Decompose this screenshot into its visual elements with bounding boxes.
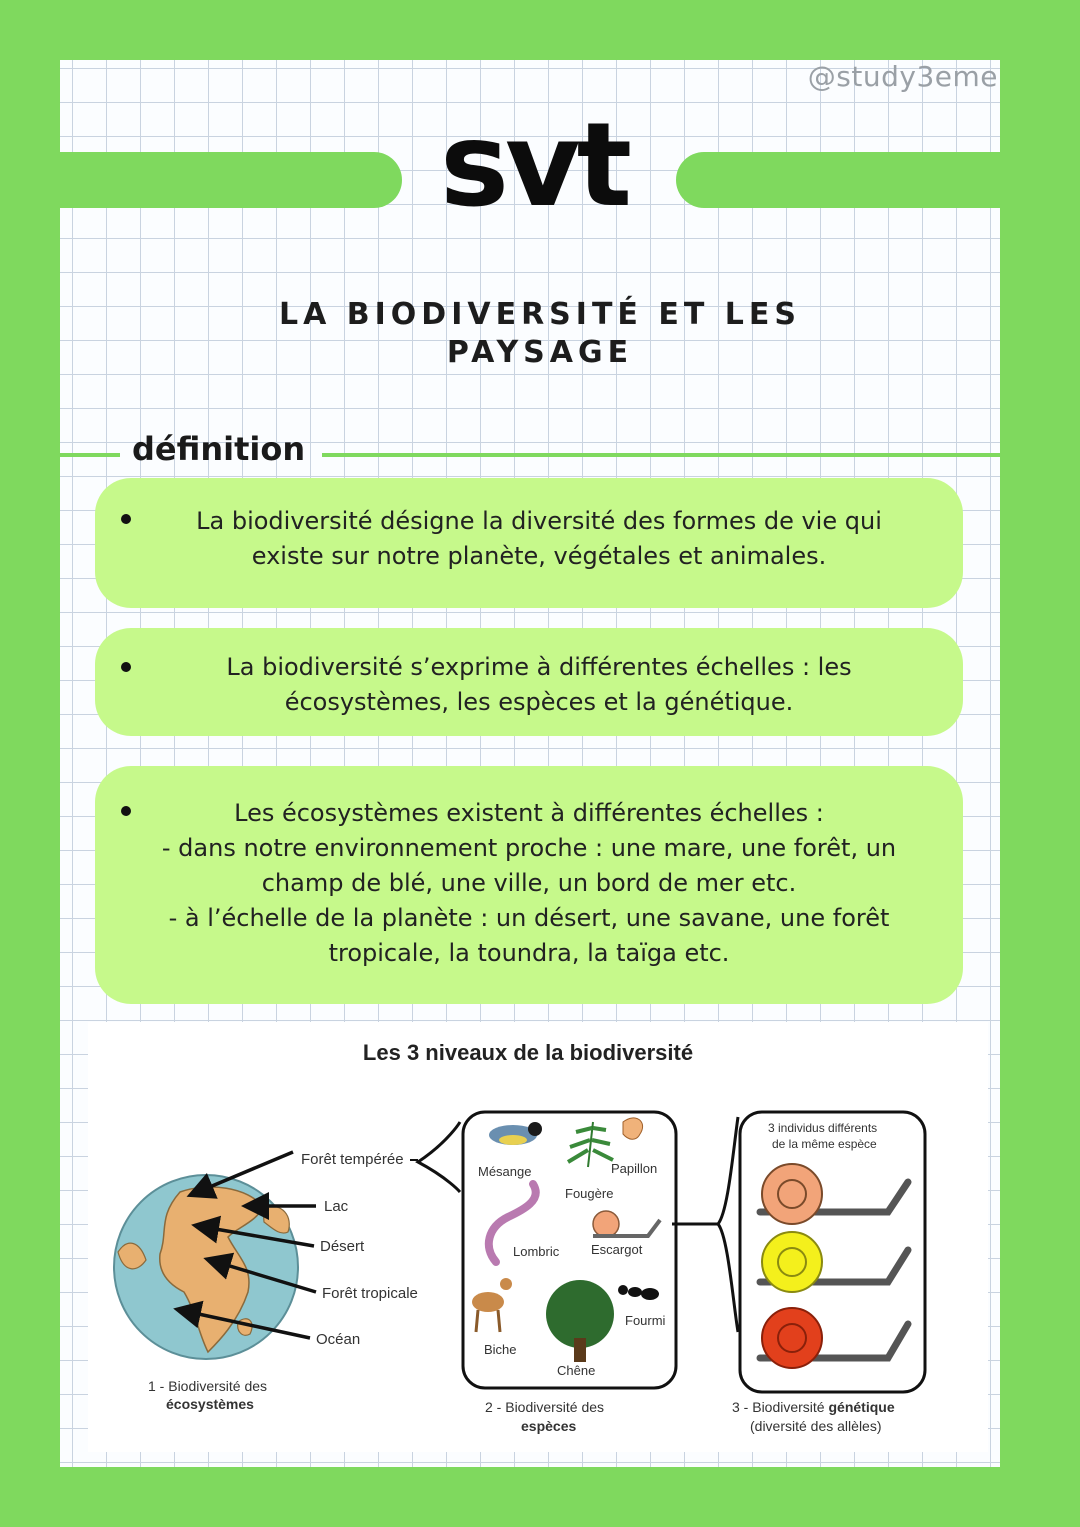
globe-icon bbox=[114, 1175, 298, 1359]
label-lac: Lac bbox=[324, 1198, 349, 1215]
section-rule-left bbox=[60, 453, 120, 457]
label-lombric: Lombric bbox=[513, 1244, 560, 1259]
header-bar-left bbox=[60, 152, 402, 208]
genetic-header-line1: 3 individus différents bbox=[768, 1121, 878, 1135]
label-foret-temperee: Forêt tempérée bbox=[301, 1151, 404, 1168]
label-fourmi: Fourmi bbox=[625, 1313, 666, 1328]
caption-3-prefix: 3 - Biodiversité bbox=[732, 1399, 829, 1415]
caption-1-bold: écosystèmes bbox=[166, 1396, 254, 1412]
definition-text-1: La biodiversité désigne la diversité des formes de vie qui existe sur notre planète, végétales et animales. bbox=[196, 507, 882, 570]
label-chene: Chêne bbox=[557, 1363, 596, 1378]
genetic-header-line2: de la même espèce bbox=[772, 1137, 877, 1151]
caption-3-bold: génétique bbox=[828, 1399, 895, 1415]
section-rule-right bbox=[322, 453, 1000, 457]
definition-card-1 bbox=[95, 478, 963, 608]
page-title: LA BIODIVERSITÉ ET LES PAYSAGE bbox=[279, 297, 801, 370]
figure-illustration bbox=[88, 1022, 988, 1452]
definition-text-2: La biodiversité s’exprime à différentes échelles : les écosystèmes, les espèces et la génétique. bbox=[226, 653, 852, 716]
bullet-icon bbox=[121, 662, 131, 672]
brace-left-icon bbox=[418, 1122, 460, 1192]
biodiversity-levels-figure bbox=[88, 1022, 988, 1452]
brace-right-icon bbox=[718, 1117, 738, 1332]
label-biche: Biche bbox=[484, 1342, 517, 1357]
caption-2-bold: espèces bbox=[521, 1418, 577, 1434]
figure-title: Les 3 niveaux de la biodiversité bbox=[362, 1040, 694, 1065]
label-mesange: Mésange bbox=[478, 1164, 532, 1179]
definition-card-3 bbox=[95, 766, 963, 1004]
author-handle: @study3eme bbox=[807, 60, 998, 93]
caption-2-line1: 2 - Biodiversité des bbox=[485, 1399, 605, 1415]
header-bar-right bbox=[676, 152, 1000, 208]
definition-card-2 bbox=[95, 628, 963, 736]
bullet-icon bbox=[121, 514, 131, 524]
subject-logo: svt bbox=[440, 98, 629, 233]
section-heading: définition bbox=[132, 430, 306, 468]
label-fougere: Fougère bbox=[565, 1186, 614, 1201]
label-ocean: Océan bbox=[316, 1331, 361, 1348]
definition-text-3: Les écosystèmes existent à différentes échelles : - dans notre environnement proche : une mare, une forêt, un champ de blé, une ville, un bord de mer etc. - à l’échelle de la planète : un désert, une savane, une forêt tropicale, la toundra, la taïga etc. bbox=[161, 799, 897, 967]
caption-3-line1 bbox=[732, 1399, 895, 1415]
label-escargot: Escargot bbox=[591, 1242, 643, 1257]
caption-1-line1: 1 - Biodiversité des bbox=[148, 1378, 268, 1394]
label-foret-tropicale: Forêt tropicale bbox=[322, 1285, 418, 1302]
caption-3-line2: (diversité des allèles) bbox=[750, 1418, 882, 1434]
label-desert: Désert bbox=[320, 1238, 365, 1255]
label-papillon: Papillon bbox=[611, 1161, 658, 1176]
